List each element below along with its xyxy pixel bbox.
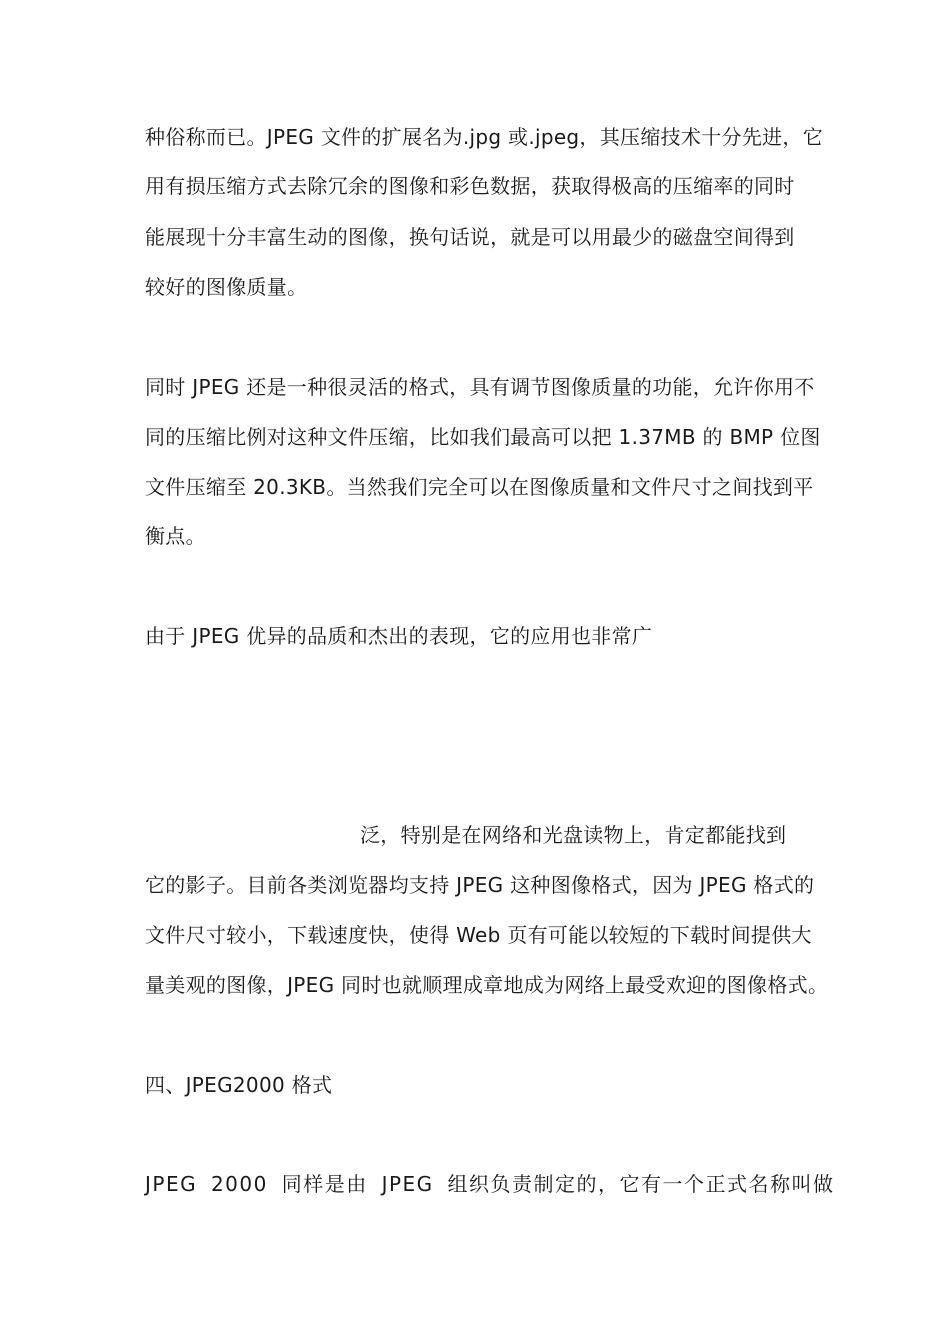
paragraph-line: 能展现十分丰富生动的图像，换句话说，就是可以用最少的磁盘空间得到 bbox=[145, 225, 795, 249]
paragraph-line: 泛，特别是在网络和光盘读物上，肯定都能找到 bbox=[360, 823, 787, 847]
paragraph-line: 较好的图像质量。 bbox=[145, 275, 308, 299]
paragraph-line: 衡点。 bbox=[145, 524, 206, 548]
paragraph-line: 量美观的图像，JPEG 同时也就顺理成章地成为网络上最受欢迎的图像格式。 bbox=[145, 973, 829, 997]
paragraph-line: 同时 JPEG 还是一种很灵活的格式，具有调节图像质量的功能，允许你用不 bbox=[145, 375, 815, 399]
paragraph-line: JPEG 2000 同样是由 JPEG 组织负责制定的，它有一个正式名称叫做 bbox=[145, 1172, 835, 1196]
paragraph-line: 由于 JPEG 优异的品质和杰出的表现，它的应用也非常广 bbox=[145, 624, 653, 648]
paragraph-line: 文件压缩至 20.3KB。当然我们完全可以在图像质量和文件尺寸之间找到平 bbox=[145, 475, 814, 499]
paragraph-line: 它的影子。目前各类浏览器均支持 JPEG 这种图像格式，因为 JPEG 格式的 bbox=[145, 873, 815, 897]
section-heading: 四、JPEG2000 格式 bbox=[145, 1073, 333, 1097]
paragraph-line: 用有损压缩方式去除冗余的图像和彩色数据，获取得极高的压缩率的同时 bbox=[145, 174, 795, 198]
paragraph-line: 文件尺寸较小，下载速度快，使得 Web 页有可能以较短的下载时间提供大 bbox=[145, 923, 812, 947]
paragraph-line: 同的压缩比例对这种文件压缩，比如我们最高可以把 1.37MB 的 BMP 位图 bbox=[145, 425, 821, 449]
paragraph-line: 种俗称而已。JPEG 文件的扩展名为.jpg 或.jpeg，其压缩技术十分先进，它 bbox=[145, 125, 824, 149]
